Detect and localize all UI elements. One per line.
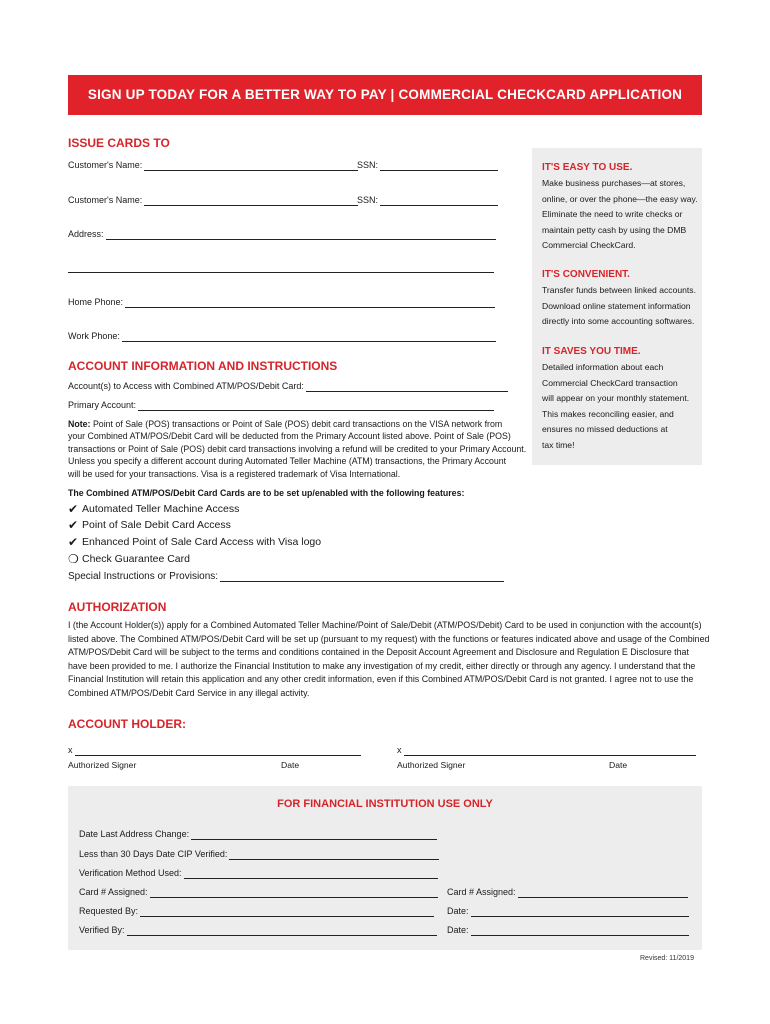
note-line: will be used for your transactions. Visa is a registered trademark of Visa International. [68, 468, 401, 479]
authorization-line: Financial Institution will retain this application and any other credit information, even if this Combined ATM/POS/Debit Card is not granted. I agree not to use the [68, 674, 694, 685]
checkmark-icon: ✔ [68, 502, 79, 516]
easy-line: Eliminate the need to write checks or [542, 209, 683, 219]
easy-line: maintain petty cash by using the DMB [542, 224, 687, 235]
easy-line: Commercial CheckCard. [542, 240, 636, 250]
accounts-access-field[interactable] [68, 381, 508, 392]
saves-time-line: This makes reconciling easier, and [542, 408, 674, 419]
date-verified-field[interactable] [447, 925, 689, 936]
ssn-1-label: SSN: [357, 160, 379, 170]
authorization-line: I (the Account Holder(s)) apply for a Combined Automated Teller Machine/Point of Sale/Debit (ATM/POS/Debit) Card to be used in conjunction with the account(s) [68, 620, 702, 630]
signature-2-field[interactable] [397, 745, 696, 756]
customer-name-1-label: Customer's Name: [68, 160, 143, 170]
signature-1-field[interactable] [68, 745, 361, 756]
convenient-line: Download online statement information [542, 300, 691, 311]
home-phone-field[interactable] [68, 297, 495, 308]
saves-time-line: ensures no missed deductions at [542, 424, 668, 434]
feature-atm-checkbox[interactable] [68, 502, 239, 516]
revised-date: Revised: 11/2019 [640, 955, 694, 962]
date-1-label: Date [281, 760, 300, 770]
cip-verified-field[interactable] [79, 849, 439, 860]
address-label: Address: [68, 229, 104, 239]
special-instructions-label: Special Instructions or Provisions: [68, 571, 219, 582]
authorization-text [68, 619, 710, 701]
requested-by-label: Requested By: [79, 906, 139, 916]
feature-pos-checkbox[interactable] [68, 518, 231, 532]
feature-label: Enhanced Point of Sale Card Access with Visa logo [82, 536, 322, 548]
convenient-text [542, 283, 696, 330]
account-holder-heading: ACCOUNT HOLDER: [68, 717, 186, 731]
convenient-heading: IT'S CONVENIENT. [542, 269, 630, 280]
verified-by-field[interactable] [79, 925, 437, 936]
special-instructions-field[interactable] [68, 571, 504, 582]
convenient-line: Transfer funds between linked accounts. [542, 285, 696, 295]
address-field[interactable] [68, 229, 496, 240]
date-last-address-change-field[interactable] [79, 829, 437, 840]
card-assigned-1-field[interactable] [79, 887, 438, 898]
feature-label: Point of Sale Debit Card Access [82, 519, 231, 531]
address-line-2[interactable] [68, 272, 494, 273]
verification-method-label: Verification Method Used: [79, 868, 182, 878]
note-line: your Combined ATM/POS/Debit Card will be deducted from the Primary Account listed above. Point of Sale (POS) [68, 431, 511, 442]
note-paragraph [68, 418, 527, 480]
saves-time-text [542, 360, 689, 453]
authorization-line: Combined ATM/POS/Debit Card Service in any illegal activity. [68, 687, 310, 698]
date-label: Date: [447, 906, 469, 916]
home-phone-label: Home Phone: [68, 297, 124, 307]
features-intro: The Combined ATM/POS/Debit Card Cards are to be set up/enabled with the following features: [68, 488, 465, 498]
saves-time-line: will appear on your monthly statement. [542, 393, 690, 403]
checkmark-icon: ✔ [68, 518, 79, 532]
card-assigned-label: Card # Assigned: [79, 887, 148, 897]
signature-x: x [68, 745, 73, 755]
fi-heading: FOR FINANCIAL INSTITUTION USE ONLY [277, 798, 493, 810]
primary-account-label: Primary Account: [68, 400, 137, 410]
saves-time-heading: IT SAVES YOU TIME. [542, 346, 641, 357]
saves-time-line: tax time! [542, 439, 575, 450]
page-banner: SIGN UP TODAY FOR A BETTER WAY TO PAY | COMMERCIAL CHECKCARD APPLICATION [68, 75, 702, 115]
easy-heading: IT'S EASY TO USE. [542, 162, 633, 173]
date-2-label: Date [609, 760, 628, 770]
authorization-line: listed above. The Combined ATM/POS/Debit Card will be set up (pursuant to my request) with the functions or features indicated above and usage of the Combined [68, 633, 710, 644]
work-phone-field[interactable] [68, 331, 496, 342]
card-assigned-2-field[interactable] [447, 887, 688, 898]
date-last-address-change-label: Date Last Address Change: [79, 829, 190, 839]
customer-name-2-label: Customer's Name: [68, 195, 143, 205]
cip-verified-label: Less than 30 Days Date CIP Verified: [79, 849, 228, 859]
feature-label: Check Guarantee Card [82, 553, 190, 565]
requested-by-field[interactable] [79, 906, 434, 917]
ssn-2-field[interactable] [357, 195, 498, 206]
authorization-line: have been provided to me. I authorize the Financial Institution to make any investigation of my credit, either directly or through any agency. I understand that the [68, 660, 696, 671]
authorized-signer-2-label: Authorized Signer [397, 760, 466, 770]
authorized-signer-1-label: Authorized Signer [68, 760, 137, 770]
note-label: Note: [68, 419, 91, 429]
note-line: Point of Sale (POS) transactions or Point of Sale (POS) debit card transactions on the VISA network from [92, 419, 503, 429]
easy-line: online, or over the phone—the easy way. [542, 193, 698, 204]
authorization-line: ATM/POS/Debit Card will be subject to the terms and conditions contained in the Deposit Account Agreement and Disclosure and Regulation E Disclosure that [68, 647, 689, 658]
customer-name-2-field[interactable] [68, 195, 358, 206]
saves-time-line: Detailed information about each [542, 362, 664, 372]
empty-circle-icon: ❍ [68, 552, 79, 566]
convenient-line: directly into some accounting softwares. [542, 316, 695, 326]
issue-cards-heading: ISSUE CARDS TO [68, 136, 170, 150]
date-label: Date: [447, 925, 469, 935]
accounts-access-label: Account(s) to Access with Combined ATM/POS/Debit Card: [68, 381, 304, 391]
ssn-1-field[interactable] [357, 160, 498, 171]
signature-x: x [397, 745, 402, 755]
ssn-2-label: SSN: [357, 195, 379, 205]
note-line: transactions or Point of Sale (POS) debit card transactions involving a refund will be credited to your Primary Account. [68, 443, 527, 454]
feature-label: Automated Teller Machine Access [82, 503, 240, 515]
verified-by-label: Verified By: [79, 925, 125, 935]
card-assigned-label: Card # Assigned: [447, 887, 516, 897]
easy-line: Make business purchases—at stores, [542, 178, 686, 188]
account-info-heading: ACCOUNT INFORMATION AND INSTRUCTIONS [68, 359, 338, 373]
benefits-sidebar [532, 148, 702, 465]
saves-time-line: Commercial CheckCard transaction [542, 377, 678, 388]
authorization-heading: AUTHORIZATION [68, 600, 167, 614]
verification-method-field[interactable] [79, 868, 438, 879]
primary-account-field[interactable] [68, 400, 494, 411]
note-line: Unless you specify a different account during Automated Teller Machine (ATM) transactions, the Primary Account [68, 456, 507, 467]
easy-text [542, 176, 698, 254]
work-phone-label: Work Phone: [68, 331, 120, 341]
date-requested-field[interactable] [447, 906, 689, 917]
feature-visa-checkbox[interactable] [68, 535, 321, 549]
checkmark-icon: ✔ [68, 535, 79, 549]
feature-check-guarantee-checkbox[interactable] [68, 552, 190, 566]
customer-name-1-field[interactable] [68, 160, 358, 171]
